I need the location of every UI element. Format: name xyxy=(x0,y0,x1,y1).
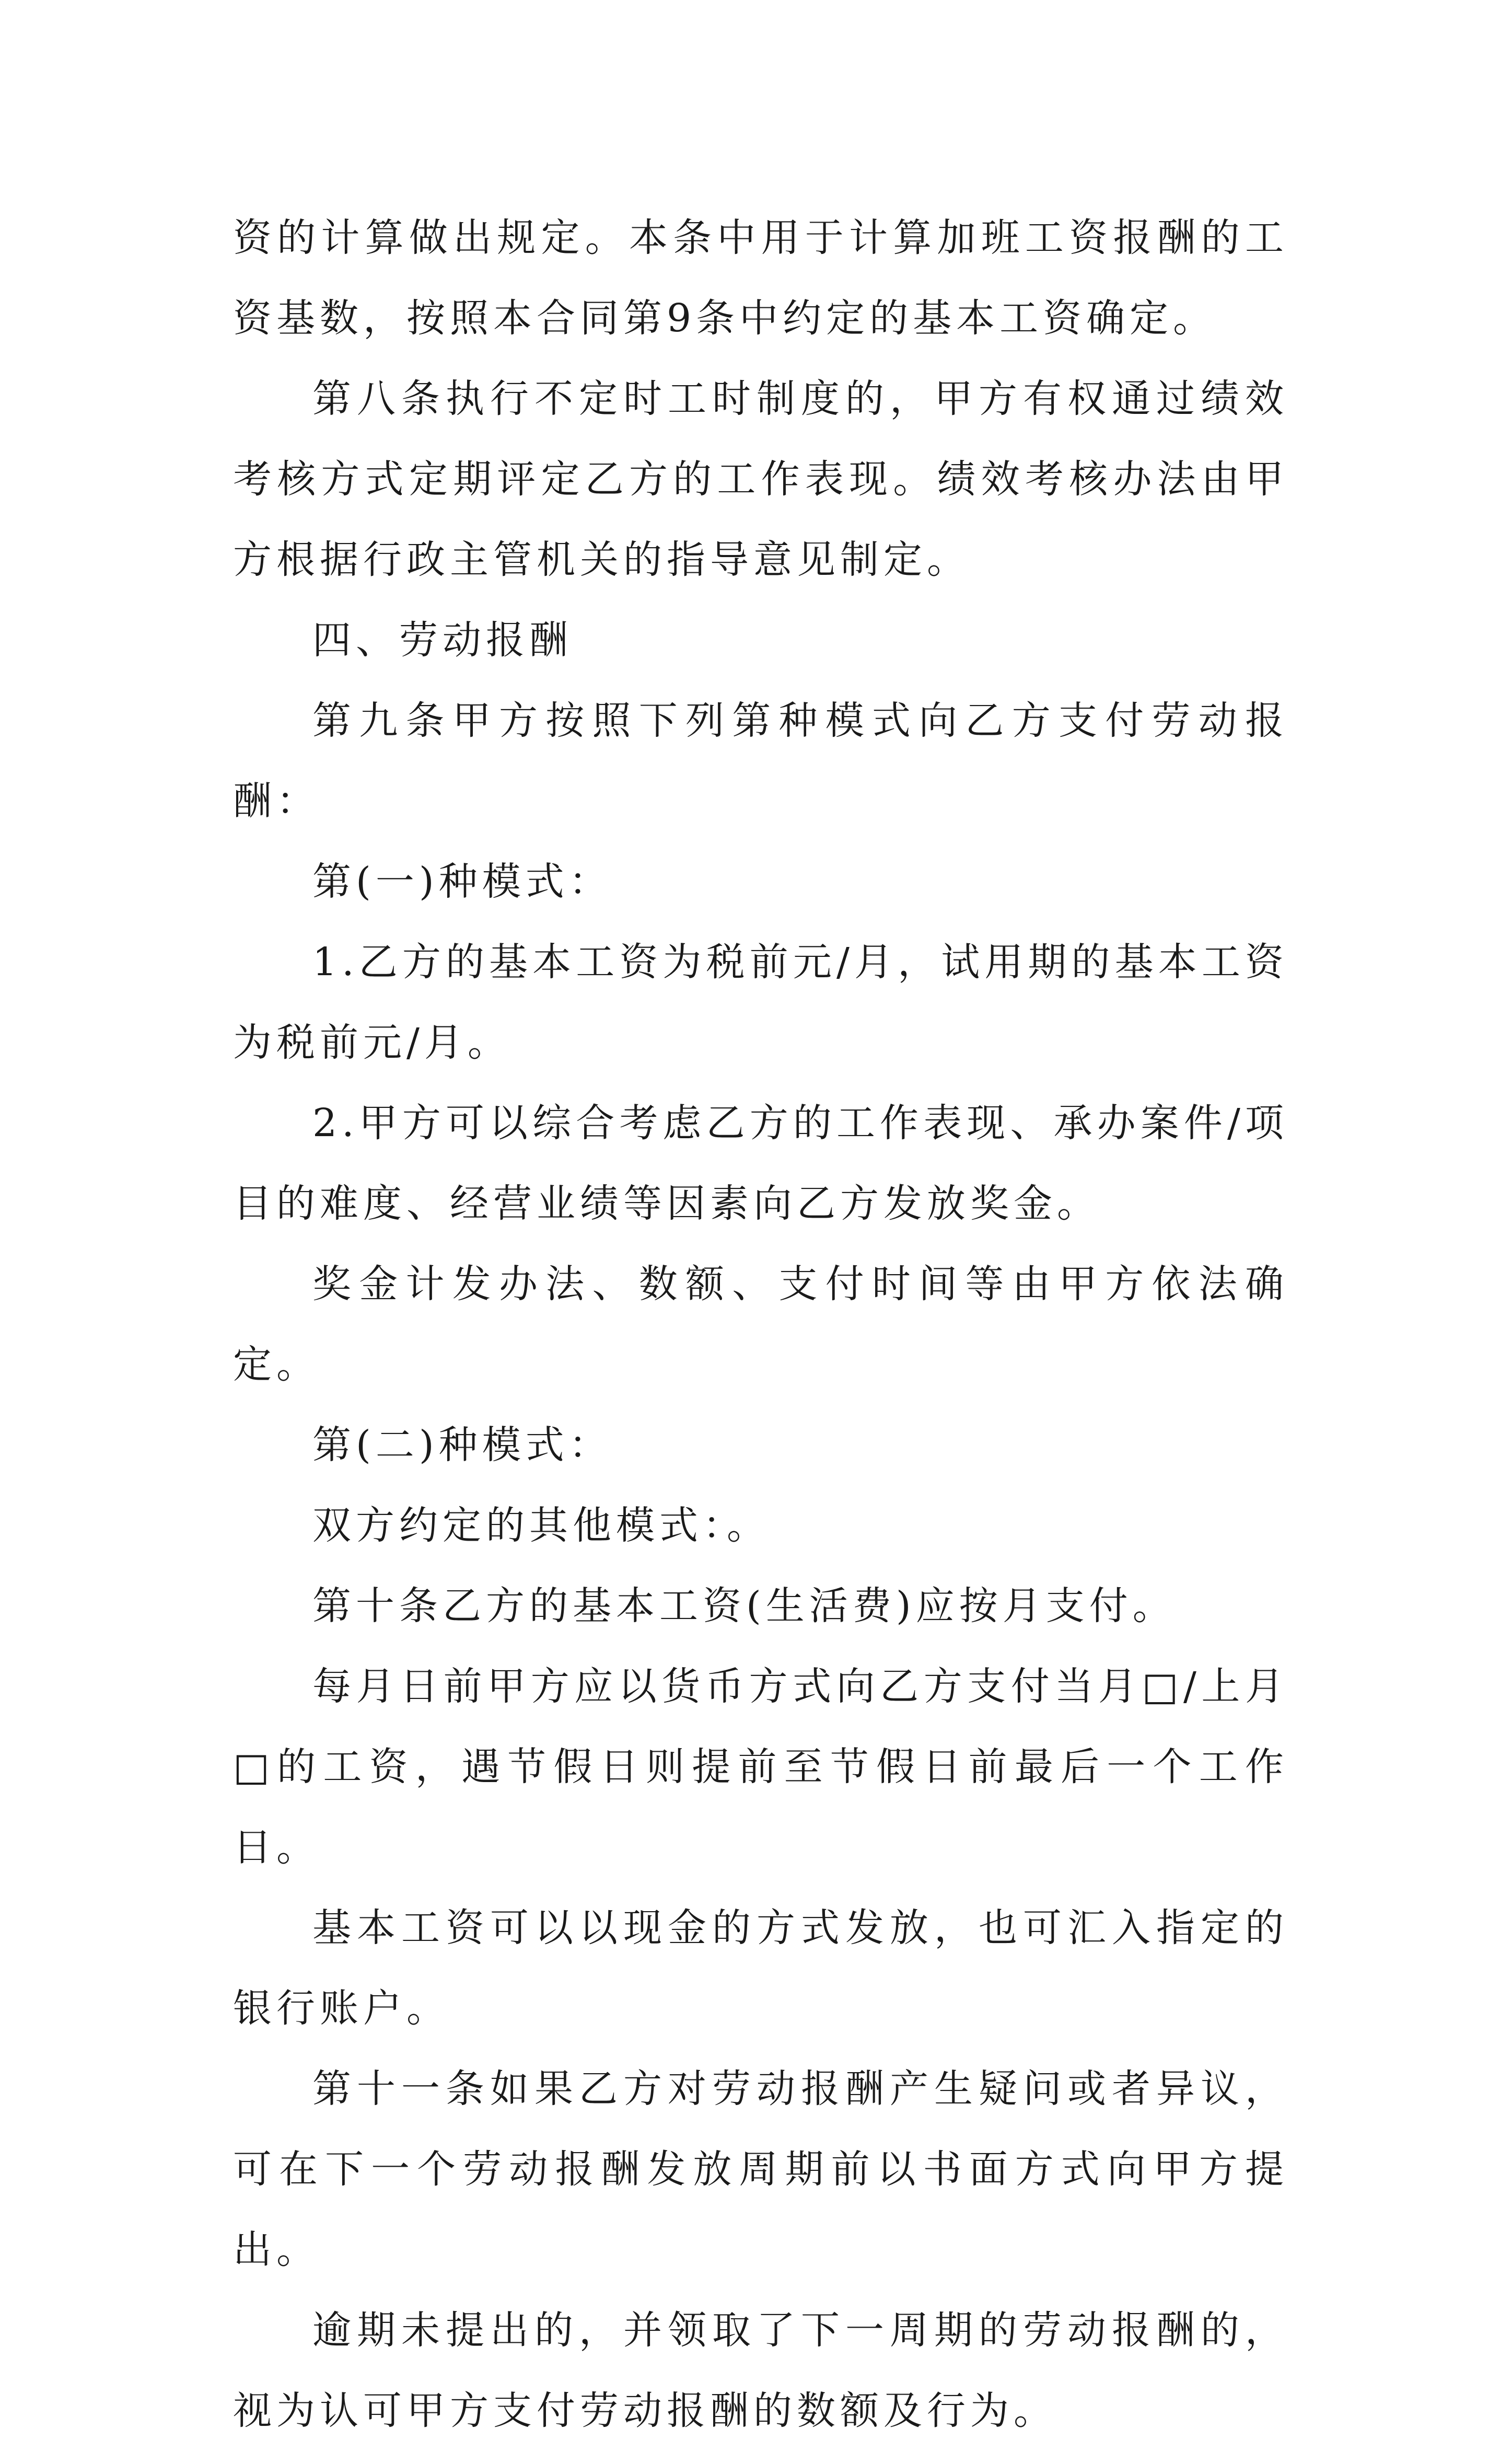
paragraph-payment-date: 每月日前甲方应以货币方式向乙方支付当月□/上月□的工资，遇节假日则提前至节假日前最后一个工作日。 xyxy=(233,1664,1288,1870)
paragraph-payment-method: 基本工资可以以现金的方式发放，也可汇入指定的银行账户。 xyxy=(233,1905,1288,2031)
paragraph-mode-1-item-1: 1.乙方的基本工资为税前元/月，试用期的基本工资为税前元/月。 xyxy=(233,940,1288,1065)
document-body xyxy=(233,198,1288,2451)
paragraph-mode-2-heading: 第(二)种模式： xyxy=(312,1423,612,1467)
paragraph-mode-1-item-2: 2.甲方可以综合考虑乙方的工作表现、承办案件/项目的难度、经营业绩等因素向乙方发放奖金。 xyxy=(233,1101,1288,1226)
paragraph-article-8: 第八条执行不定时工时制度的，甲方有权通过绩效考核方式定期评定乙方的工作表现。绩效考核办法由甲方根据行政主管机关的指导意见制定。 xyxy=(233,376,1288,582)
paragraph-overdue-objection: 逾期未提出的，并领取了下一周期的劳动报酬的，视为认可甲方支付劳动报酬的数额及行为。 xyxy=(233,2308,1288,2433)
paragraph-article-9: 第九条甲方按照下列第种模式向乙方支付劳动报酬： xyxy=(233,698,1288,824)
paragraph-other-mode: 双方约定的其他模式：。 xyxy=(312,1503,770,1548)
paragraph-article-11: 第十一条如果乙方对劳动报酬产生疑问或者异议，可在下一个劳动报酬发放周期前以书面方式向甲方提出。 xyxy=(233,2066,1288,2272)
paragraph-wage-calculation-continued: 资的计算做出规定。本条中用于计算加班工资报酬的工资基数，按照本合同第9条中约定的基本工资确定。 xyxy=(233,215,1288,341)
paragraph-mode-1-heading: 第(一)种模式： xyxy=(312,859,612,904)
paragraph-bonus-method: 奖金计发办法、数额、支付时间等由甲方依法确定。 xyxy=(233,1262,1288,1387)
paragraph-article-10: 第十条乙方的基本工资(生活费)应按月支付。 xyxy=(312,1583,1176,1628)
section-heading-labor-remuneration: 四、劳动报酬 xyxy=(312,618,573,663)
